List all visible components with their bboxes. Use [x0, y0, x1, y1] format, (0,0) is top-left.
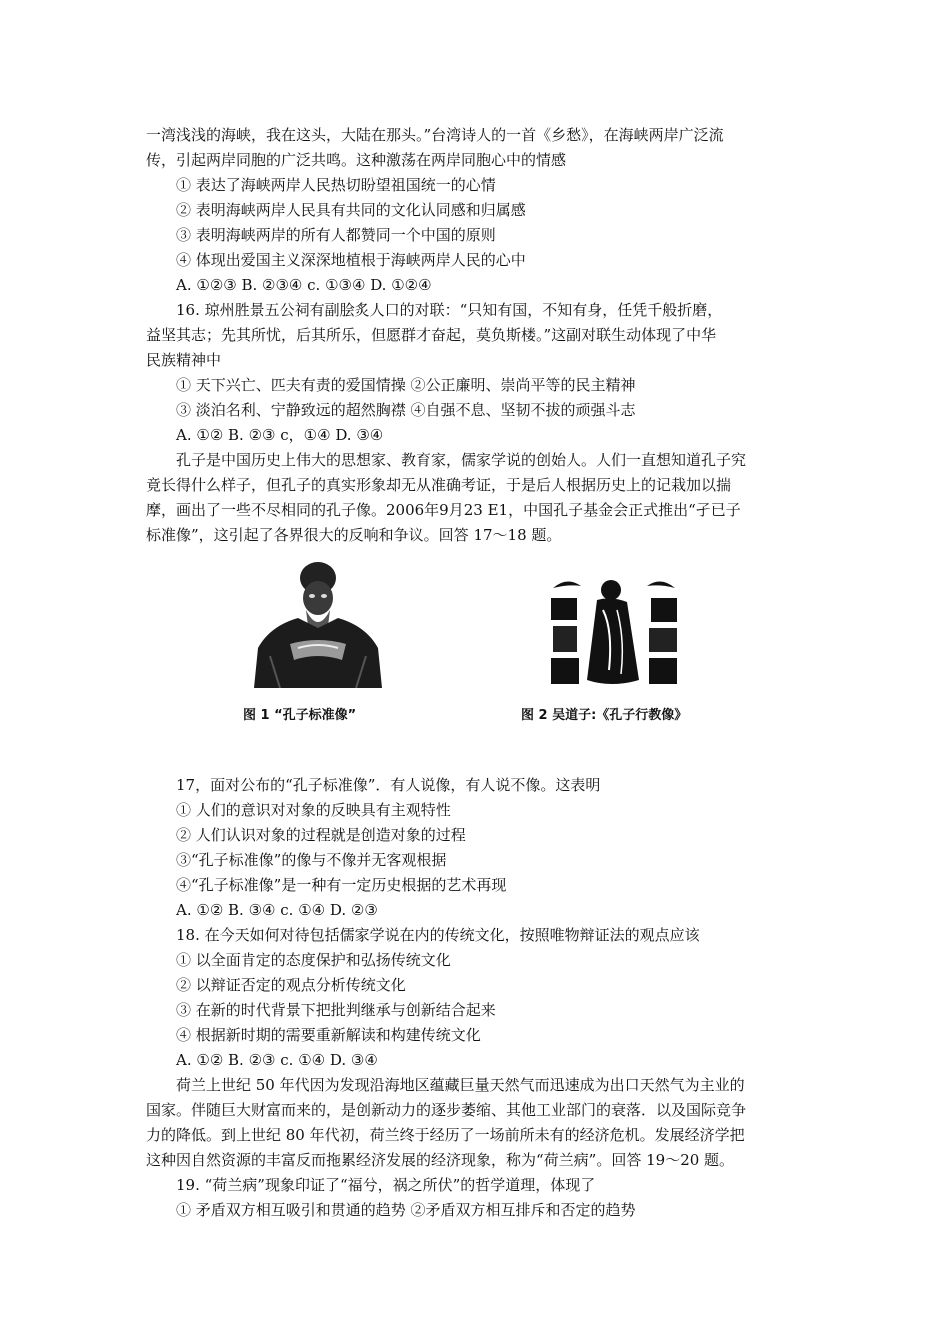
answer-choices: A. ①②③ B. ②③④ c. ①③④ D. ①②④ — [176, 276, 432, 294]
figure-2-caption: 图 2 吴道子:《孔子行教像》 — [521, 708, 688, 723]
question-16: 16. 琼州胜景五公祠有副脍炙人口的对联：“只知有国，不知有身，任凭千般折磨， — [176, 301, 723, 319]
option-line: ④ 体现出爱国主义深深地植根于海峡两岸人民的心中 — [176, 251, 526, 269]
text-line: 传，引起两岸同胞的广泛共鸣。这种激荡在两岸同胞心中的情感 — [146, 151, 567, 169]
option-line: ③ 在新的时代背景下把批判继承与创新结合起来 — [176, 1001, 496, 1019]
passage-line: 摩，画出了一些不尽相同的孔子像。2006年9月23 E1，中国孔子基金会正式推出“孑已子 — [146, 501, 741, 519]
question-17: 17，面对公布的“孔子标准像”．有人说像，有人说不像。这表明 — [176, 776, 601, 794]
option-line: ① 矛盾双方相互吸引和贯通的趋势 ②矛盾双方相互排斥和否定的趋势 — [176, 1201, 636, 1219]
option-line: ① 天下兴亡、匹夫有责的爱国情操 ②公正廉明、崇尚平等的民主精神 — [176, 376, 636, 394]
passage-line: 力的降低。到上世纪 80 年代初，荷兰终于经历了一场前所未有的经济危机。发展经济学把 — [146, 1126, 745, 1144]
option-line: ④ 根据新时期的需要重新解读和构建传统文化 — [176, 1026, 481, 1044]
answer-choices: A. ①② B. ③④ c. ①④ D. ②③ — [176, 901, 378, 919]
option-line: ② 表明海峡两岸人民具有共同的文化认同感和归属感 — [176, 201, 526, 219]
figure-1-caption: 图 1 “孔子标准像” — [243, 708, 357, 723]
option-line: ② 以辩证否定的观点分析传统文化 — [176, 976, 406, 994]
option-line: ② 人们认识对象的过程就是创造对象的过程 — [176, 826, 466, 844]
text-line: 民族精神中 — [146, 351, 222, 369]
text-line: 一湾浅浅的海峡，我在这头，大陆在那头。”台湾诗人的一首《乡愁》，在海峡两岸广泛流 — [146, 126, 724, 144]
option-line: ③ 淡泊名利、宁静致远的超然胸襟 ④自强不息、坚韧不拔的顽强斗志 — [176, 401, 636, 419]
answer-choices: A. ①② B. ②③ c，①④ D. ③④ — [176, 426, 384, 444]
passage-line: 孔子是中国历史上伟大的思想家、教育家，儒家学说的创始人。人们一直想知道孔子究 — [176, 451, 747, 469]
option-line: ① 以全面肯定的态度保护和弘扬传统文化 — [176, 951, 451, 969]
confucius-teaching-woodcut-image — [547, 570, 681, 688]
passage-line: 竟长得什么样子，但孔子的真实形象却无从准确考证，于是后人根据历史上的记栽加以揣 — [146, 476, 732, 494]
text-line: 益坚其志；先其所忧，后其所乐，但愿群才奋起，莫负斯楼。”这副对联生动体现了中华 — [146, 326, 717, 344]
option-line: ③“孔子标准像”的像与不像并无客观根据 — [176, 851, 447, 869]
answer-choices: A. ①② B. ②③ c. ①④ D. ③④ — [176, 1051, 378, 1069]
passage-line: 国家。伴随巨大财富而来的，是创新动力的逐步萎缩、其他工业部门的衰落．以及国际竞争 — [146, 1101, 747, 1119]
passage-line: 荷兰上世纪 50 年代因为发现沿海地区蕴藏巨量天然气而迅速成为出口天然气为主业的 — [176, 1076, 745, 1094]
confucius-statue-image — [250, 556, 386, 688]
question-19: 19. “荷兰病”现象印证了“福兮，祸之所伏”的哲学道理，体现了 — [176, 1176, 596, 1194]
option-line: ① 人们的意识对对象的反映具有主观特性 — [176, 801, 451, 819]
option-line: ① 表达了海峡两岸人民热切盼望祖国统一的心情 — [176, 176, 496, 194]
passage-line: 这种因自然资源的丰富反而拖累经济发展的经济现象，称为“荷兰病”。回答 19～20 题。 — [146, 1151, 735, 1169]
passage-line: 标准像”，这引起了各界很大的反响和争议。回答 17～18 题。 — [146, 526, 562, 544]
option-line: ④“孔子标准像”是一种有一定历史根据的艺术再现 — [176, 876, 507, 894]
option-line: ③ 表明海峡两岸的所有人都赞同一个中国的原则 — [176, 226, 496, 244]
question-18: 18. 在今天如何对待包括儒家学说在内的传统文化，按照唯物辩证法的观点应该 — [176, 926, 700, 944]
